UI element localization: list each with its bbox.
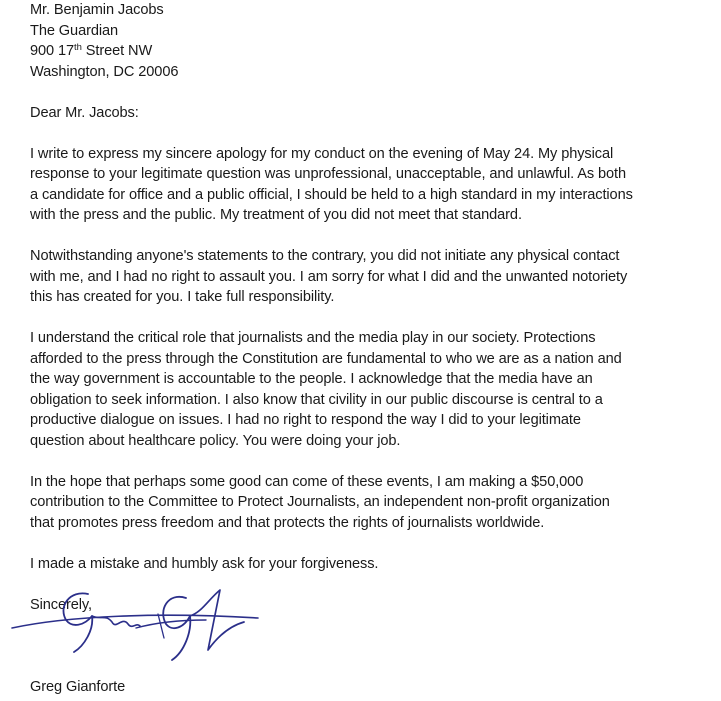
recipient-organization: The Guardian xyxy=(30,22,119,39)
paragraph-line: I write to express my sincere apology for my conduct on the evening of May 24. My physical xyxy=(30,145,614,162)
recipient-city-state-zip: Washington, DC 20006 xyxy=(30,63,179,80)
recipient-street xyxy=(30,41,710,62)
paragraph-line: contribution to the Committee to Protect Journalists, an independent non-profit organization xyxy=(30,494,610,510)
paragraph-line: In the hope that perhaps some good can come of these events, I am making a $50,000 xyxy=(30,473,584,490)
paragraph-line: the way government is accountable to the people. I acknowledge that the media have an xyxy=(30,371,593,387)
signature-stroke xyxy=(163,597,190,660)
paragraph-line: this has created for you. I take full responsibility. xyxy=(30,289,335,305)
paragraph-forgiveness xyxy=(30,554,710,575)
paragraph-apology xyxy=(30,144,710,226)
recipient-address xyxy=(30,0,710,82)
paragraph-line: afforded to the press through the Constitution are fundamental to who we are as a nation and xyxy=(30,350,622,367)
signature-stroke xyxy=(92,616,140,626)
paragraph-contribution xyxy=(30,472,710,534)
recipient-name: Mr. Benjamin Jacobs xyxy=(30,2,164,18)
paragraph-line: response to your legitimate question was unprofessional, unacceptable, and unlawful. As both xyxy=(30,166,627,182)
paragraph-line: productive dialogue on issues. I had no right to respond the way I did to your legitimate xyxy=(30,412,581,428)
paragraph-line: with me, and I had no right to assault you. I am sorry for what I did and the unwanted notoriety xyxy=(30,268,628,285)
handwritten-signature xyxy=(8,586,273,666)
paragraph-line: that promotes press freedom and that protects the rights of journalists worldwide. xyxy=(30,514,545,531)
paragraph-press-role xyxy=(30,328,710,451)
paragraph-line: question about healthcare policy. You were doing your job. xyxy=(30,432,401,449)
paragraph-line: obligation to seek information. I also know that civility in our public discourse is central to a xyxy=(30,391,603,408)
closing: Sincerely, xyxy=(30,596,92,613)
street-ordinal-suffix: th xyxy=(74,42,82,53)
signature-stroke xyxy=(63,593,92,652)
salutation: Dear Mr. Jacobs: xyxy=(30,104,139,121)
signer-name: Greg Gianforte xyxy=(30,678,126,695)
paragraph-line: I made a mistake and humbly ask for your forgiveness. xyxy=(30,555,379,572)
paragraph-responsibility xyxy=(30,246,710,308)
paragraph-line: a candidate for office and a public official, I should be held to a high standard in my interactions xyxy=(30,186,633,203)
paragraph-line: Notwithstanding anyone's statements to the contrary, you did not initiate any physical contact xyxy=(30,248,620,264)
paragraph-line: I understand the critical role that journalists and the media play in our society. Protections xyxy=(30,330,596,346)
street-name: Street NW xyxy=(81,43,153,59)
street-number: 900 17 xyxy=(30,43,75,59)
paragraph-line: with the press and the public. My treatment of you did not meet that standard. xyxy=(30,207,522,223)
signature-stroke xyxy=(136,620,206,628)
